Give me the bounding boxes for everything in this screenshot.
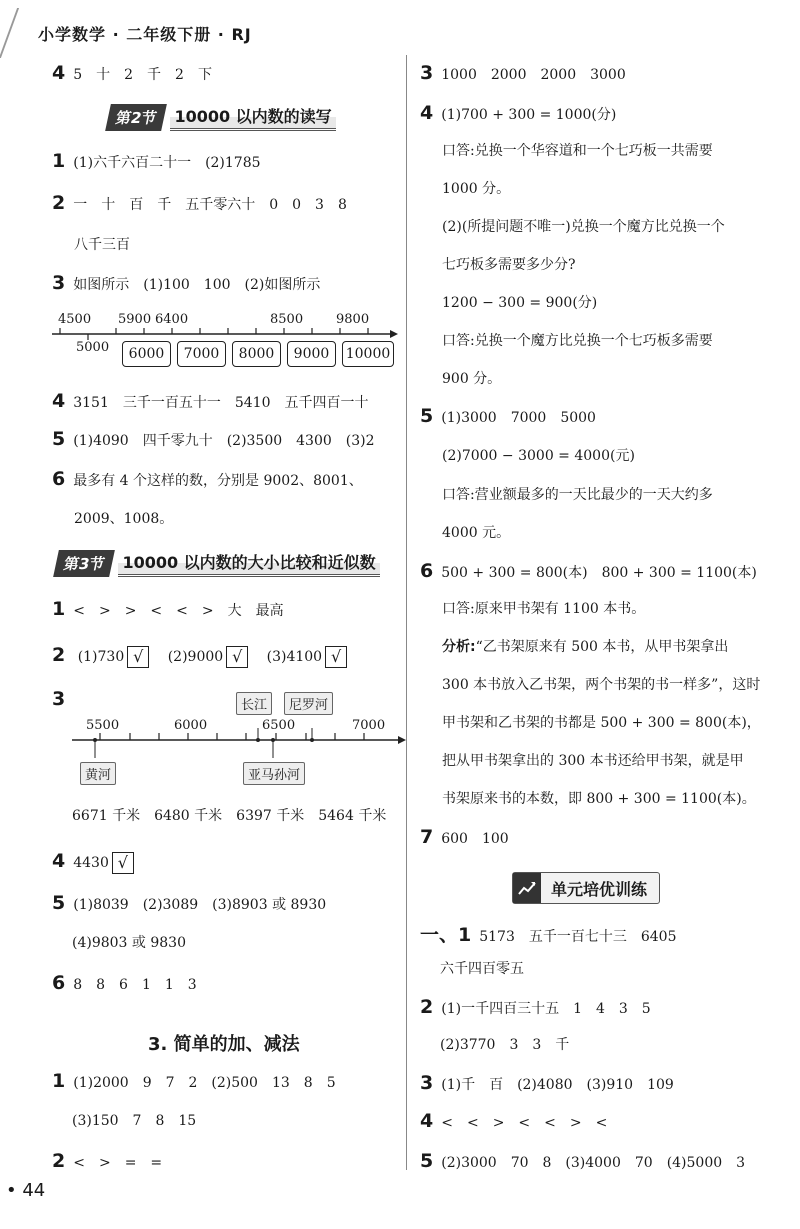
page-header: 小学数学 · 二年级下册 · RJ (38, 25, 252, 44)
river-label: 长江 (236, 692, 272, 715)
answer-s3-q3-number: 3 (52, 688, 66, 710)
answer-s2-q1: 1 (1)六千六百二十一 (2)1785 (52, 150, 261, 172)
answer-s2-q6: 6 最多有 4 个这样的数，分别是 9002、8001、 (52, 468, 363, 490)
answer-s3-q2: 2 (1)730 √ (2)9000 √ (3)4100 √ (52, 644, 347, 668)
answer-r-q4-line: 1200 − 300 = 900(分) (442, 295, 598, 311)
section-2-header (108, 104, 336, 130)
answer-c3-q1: 1 (1)2000 9 7 2 (2)500 13 8 5 (52, 1070, 336, 1092)
answer-box: 7000 (177, 341, 226, 367)
answer-u5: 5 (2)3000 70 8 (3)4000 70 (4)5000 3 (420, 1150, 746, 1172)
answer-r-q4-line: 900 分。 (442, 371, 502, 387)
answer-s2-q3: 3 如图所示 (1)100 100 (2)如图所示 (52, 272, 321, 294)
answer-u1: 一、1 5173 五千一百七十三 6405 (420, 924, 677, 946)
answer-r-q4-line: 1000 分。 (442, 181, 511, 197)
section-badge: 第2节 (105, 104, 167, 131)
answer-r-q6-line: 书架原来书的本数，即 800 + 300 = 1100(本)。 (442, 791, 756, 807)
answer-c3-q1-cont: (3)150 7 8 15 (72, 1113, 197, 1129)
answer-s2-q2-cont: 八千三百 (74, 237, 130, 253)
river-label: 尼罗河 (284, 692, 333, 715)
tick-label: 5900 (118, 312, 152, 327)
tick-label: 6500 (262, 718, 296, 733)
answer-s3-q5: 5 (1)8039 (2)3089 (3)8903 或 8930 (52, 892, 327, 914)
answer-q4-top: 4 5 十 2 千 2 下 (52, 62, 212, 84)
answer-s2-q2: 2 一 十 百 千 五千零六十 0 0 3 8 (52, 192, 347, 214)
analysis-label: 分析: (442, 639, 476, 655)
answer-r-q5-line: 口答:营业额最多的一天比最少的一天大约多 (442, 487, 713, 503)
answer-box: 10000 (342, 341, 394, 367)
section-badge: 第3节 (53, 550, 115, 577)
answer-r-q4-line: 口答:兑换一个魔方比兑换一个七巧板多需要 (442, 333, 713, 349)
answer-c3-q2: 2 < > = = (52, 1150, 163, 1172)
unit-training-header (512, 872, 660, 904)
answer-s3-q5-cont: (4)9803 或 9830 (72, 935, 186, 951)
answer-r-q3: 3 1000 2000 2000 3000 (420, 62, 626, 84)
answer-s3-q3: 6671 千米 6480 千米 6397 千米 5464 千米 (72, 808, 387, 824)
section-title: 10000 以内数的读写 (170, 104, 335, 131)
tick-label: 6400 (155, 312, 189, 327)
section-title: 10000 以内数的大小比较和近似数 (118, 550, 379, 577)
answer-r-q4-line: 口答:兑换一个华容道和一个七巧板一共需要 (442, 143, 713, 159)
river-label: 亚马孙河 (243, 762, 305, 785)
page-number: • 44 (6, 1180, 46, 1201)
answer-r-q6-line: 口答:原来甲书架有 1100 本书。 (442, 601, 646, 617)
answer-s2-q4: 4 3151 三千一百五十一 5410 五千四百一十 (52, 390, 369, 412)
check-icon: √ (325, 646, 347, 668)
trend-chart-icon (513, 873, 541, 903)
answer-u1-cont: 六千四百零五 (440, 961, 524, 977)
tick-label: 7000 (352, 718, 386, 733)
answer-u2: 2 (1)一千四百三十五 1 4 3 5 (420, 996, 651, 1018)
answer-s3-q4: 4 4430 √ (52, 850, 134, 874)
tick-label: 5000 (76, 340, 110, 355)
answer-r-q6-line: 300 本书放入乙书架，两个书架的书一样多”，这时 (442, 677, 761, 693)
answer-r-q4-line: 七巧板多需要多少分? (442, 257, 576, 273)
answer-r-q5-line: (2)7000 − 3000 = 4000(元) (442, 448, 635, 464)
tick-label: 4500 (58, 312, 92, 327)
tick-label: 5500 (86, 718, 120, 733)
answer-u2-cont: (2)3770 3 3 千 (440, 1037, 570, 1053)
section-3-header (56, 550, 380, 576)
answer-r-q5-line: 4000 元。 (442, 525, 511, 541)
answer-r-q4-line: (2)(所提问题不唯一)兑换一个魔方比兑换一个 (442, 219, 725, 235)
number-line-axis (70, 728, 410, 768)
answer-r-q6-analysis: 分析:“乙书架原来有 500 本书，从甲书架拿出 (442, 639, 729, 655)
answer-s3-q1: 1 < > > < < > 大 最高 (52, 598, 284, 620)
answer-r-q5: 5 (1)3000 7000 5000 (420, 405, 596, 427)
answer-r-q4: 4 (1)700 + 300 = 1000(分) (420, 102, 617, 124)
answer-s2-q6-cont: 2009、1008。 (74, 511, 174, 527)
answer-u4: 4 < < > < < > < (420, 1110, 608, 1132)
tick-label: 6000 (174, 718, 208, 733)
answer-r-q7: 7 600 100 (420, 826, 509, 848)
unit-title: 单元培优训练 (551, 879, 648, 899)
column-divider (406, 55, 407, 1170)
answer-s2-q5: 5 (1)4090 四千零九十 (2)3500 4300 (3)2 (52, 428, 375, 450)
river-label: 黄河 (80, 762, 116, 785)
header-accent-line (0, 8, 19, 58)
answer-box: 6000 (122, 341, 171, 367)
check-icon: √ (226, 646, 248, 668)
tick-label: 8500 (270, 312, 304, 327)
answer-r-q6-line: 把从甲书架拿出的 300 本书还给甲书架，就是甲 (442, 753, 744, 769)
answer-r-q6: 6 500 + 300 = 800(本) 800 + 300 = 1100(本) (420, 560, 757, 582)
answer-box: 9000 (287, 341, 336, 367)
answer-s3-q6: 6 8 8 6 1 1 3 (52, 972, 197, 994)
answer-r-q6-line: 甲书架和乙书架的书都是 500 + 300 = 800(本)， (442, 715, 761, 731)
answer-box: 8000 (232, 341, 281, 367)
answer-u3: 3 (1)千 百 (2)4080 (3)910 109 (420, 1072, 674, 1094)
check-icon: √ (112, 852, 134, 874)
question-number: 4 (52, 62, 66, 84)
check-icon: √ (127, 646, 149, 668)
chapter-title: 3. 简单的加、减法 (148, 1034, 300, 1055)
tick-label: 9800 (336, 312, 370, 327)
